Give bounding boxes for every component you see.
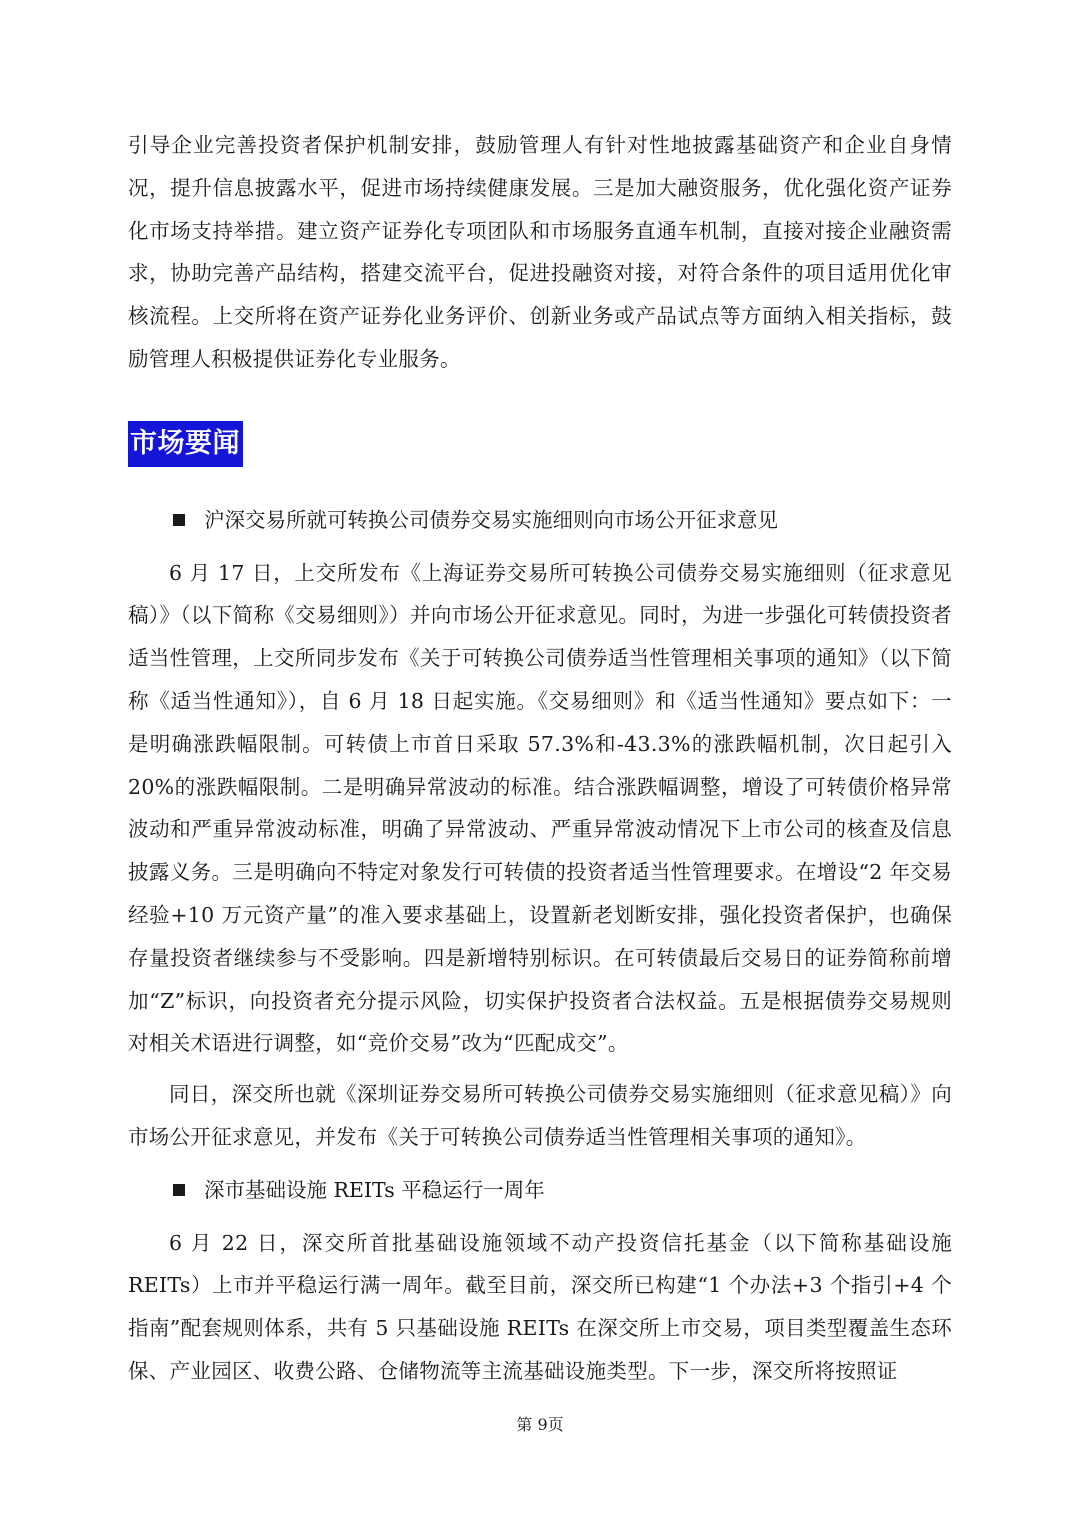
page-number-footer: 第 9页 [516, 1415, 564, 1434]
news-2-paragraph-1: 6 月 22 日，深交所首批基础设施领域不动产投资信托基金（以下简称基础设施 REITs）上市并平稳运行满一周年。截至目前，深交所已构建“1 个办法+3 个指引+4 个指南”配套规则体系，共有 5 只基础设施 REITs 在深交所上市交易，项目类型覆盖生态环保、产业园区、收费公路、仓储物流等主流基础设施类型。下一步，深交所将按照证 [128, 1230, 952, 1383]
news-1-paragraph-1: 6 月 17 日，上交所发布《上海证券交易所可转换公司债券交易实施细则（征求意见稿）》（以下简称《交易细则》）并向市场公开征求意见。同时，为进一步强化可转债投资者适当性管理，上交所同步发布《关于可转换公司债券适当性管理相关事项的通知》（以下简称《适当性通知》），自 6 月 18 日起实施。《交易细则》和《适当性通知》要点如下：一是明确涨跌幅限制。可转债上市首日采取 57.3%和-43.3%的涨跌幅机制，次日起引入 20%的涨跌幅限制。二是明确异常波动的标准。结合涨跌幅调整，增设了可转债价格异常波动和严重异常波动标准，明确了异常波动、严重异常波动情况下上市公司的核查及信息披露义务。三是明确向不特定对象发行可转债的投资者适当性管理要求。在增设“2 年交易经验+10 万元资产量”的准入要求基础上，设置新老划断安排，强化投资者保护，也确保存量投资者继续参与不受影响。四是新增特别标识。在可转债最后交易日的证券简称前增加“Z”标识，向投资者充分提示风险，切实保护投资者合法权益。五是根据债券交易规则对相关术语进行调整，如“竞价交易”改为“匹配成交”。 [128, 560, 952, 1056]
news-1-paragraph-2: 同日，深交所也就《深圳证券交易所可转换公司债券交易实施细则（征求意见稿）》向市场公开征求意见，并发布《关于可转换公司债券适当性管理相关事项的通知》。 [128, 1082, 952, 1149]
news-heading-1 [128, 499, 952, 542]
news-heading-1-text: 沪深交易所就可转换公司债券交易实施细则向市场公开征求意见 [204, 507, 778, 532]
section-title-banner: 市场要闻 [128, 421, 243, 467]
page-content [128, 124, 952, 1393]
bullet-square-icon [173, 1184, 185, 1196]
news-heading-2 [128, 1169, 952, 1212]
news-heading-2-text: 深市基础设施 REITs 平稳运行一周年 [204, 1177, 545, 1202]
intro-paragraph: 引导企业完善投资者保护机制安排，鼓励管理人有针对性地披露基础资产和企业自身情况，提升信息披露水平，促进市场持续健康发展。三是加大融资服务，优化强化资产证券化市场支持举措。建立资产证券化专项团队和市场服务直通车机制，直接对接企业融资需求，协助完善产品结构，搭建交流平台，促进投融资对接，对符合条件的项目适用优化审核流程。上交所将在资产证券化业务评价、创新业务或产品试点等方面纳入相关指标，鼓励管理人积极提供证券化专业服务。 [128, 133, 952, 371]
bullet-square-icon [173, 514, 185, 526]
